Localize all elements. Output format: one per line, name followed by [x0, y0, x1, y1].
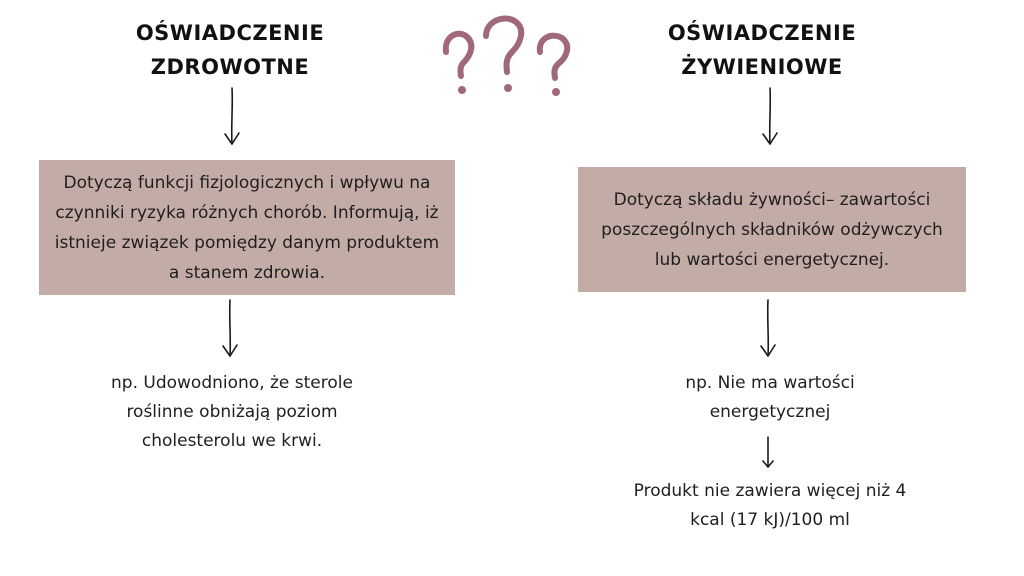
health-claim-example-text: np. Udowodniono, że sterole roślinne obniżają poziom cholesterolu we krwi.: [111, 373, 353, 451]
nutrition-claim-title-line1: OŚWIADCZENIE: [667, 21, 857, 45]
nutrition-claim-result: [620, 477, 920, 535]
health-claim-title-line1: OŚWIADCZENIE: [135, 21, 325, 45]
nutrition-claim-title-line2: ŻYWIENIOWE: [681, 55, 843, 79]
arrow-down-icon: [760, 86, 780, 148]
question-marks-icon: [436, 14, 586, 104]
arrow-down-icon: [220, 298, 240, 360]
health-claim-title: [110, 16, 350, 84]
arrow-down-icon: [222, 86, 242, 148]
nutrition-claim-definition-box: [578, 167, 966, 292]
arrow-down-icon: [758, 298, 778, 360]
nutrition-claim-result-text: Produkt nie zawiera więcej niż 4 kcal (17 kJ)/100 ml: [633, 481, 907, 530]
health-claim-definition-text: Dotyczą funkcji fizjologicznych i wpływu na czynniki ryzyka różnych chorób. Informują, iż istnieje związek pomiędzy danym produktem a stanem zdrowia.: [54, 172, 440, 283]
health-claim-definition-box: [39, 160, 455, 295]
health-claim-example: [97, 369, 367, 456]
nutrition-claim-example-text: np. Nie ma wartości energetycznej: [685, 373, 855, 422]
nutrition-claim-definition-text: Dotyczą składu żywności– zawartości poszczególnych składników odżywczych lub wartości energetycznej.: [601, 189, 943, 270]
arrow-down-icon: [761, 436, 775, 470]
nutrition-claim-example: [660, 369, 880, 427]
health-claim-title-line2: ZDROWOTNE: [150, 55, 310, 79]
nutrition-claim-title: [642, 16, 882, 84]
